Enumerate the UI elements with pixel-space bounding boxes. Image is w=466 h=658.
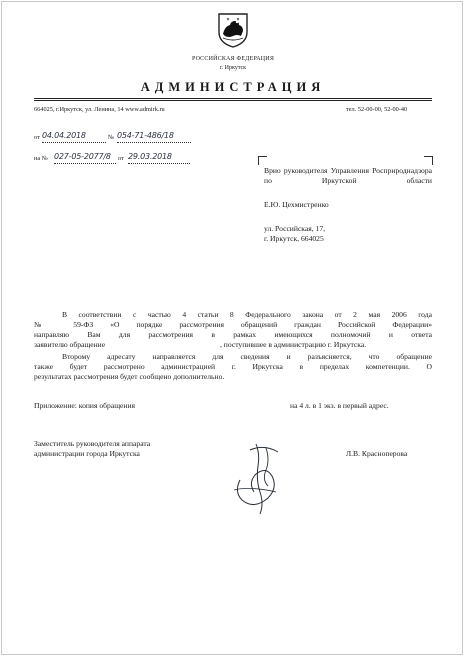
- body-line: заявителю обращение: [34, 340, 106, 349]
- recipient-bracket-right: [424, 156, 433, 165]
- recipient-position: Врио руководителя Управления Росприроднадзора по Иркутской области: [264, 166, 432, 185]
- attachment-pages: на 4 л. в 1 экз. в первый адрес.: [290, 401, 389, 410]
- signer-position-line2: администрации города Иркутска: [34, 449, 140, 458]
- outgoing-date-underline: [42, 142, 106, 143]
- handwritten-signature: [220, 440, 300, 516]
- incoming-date-underline: [128, 163, 190, 164]
- outgoing-date-label: от: [34, 134, 40, 141]
- administration-title: АДМИНИСТРАЦИЯ: [140, 80, 326, 94]
- incoming-number: 027-05-2077/8: [54, 152, 111, 161]
- body-line: № 59-ФЗ «О порядке рассмотрения обращений граждан Российской Федерации»: [34, 320, 432, 329]
- body-line: Второму адресату направляется для сведения и разъясняется, что обращение: [62, 352, 432, 361]
- attachment-label: Приложение: копия обращения: [34, 401, 136, 410]
- body-line: также будет рассмотрено администрацией г. Иркутска в пределах компетенции. О: [34, 362, 432, 371]
- body-line: В соответствии с частью 4 статьи 8 Федерального закона от 2 мая 2006 года: [62, 310, 432, 319]
- incoming-date-label: от: [118, 155, 124, 162]
- header-rule-top: [34, 98, 432, 99]
- city-heading: г. Иркутск: [219, 65, 247, 71]
- recipient-bracket-left: [258, 156, 267, 165]
- body-line: направляю Вам для рассмотрения в рамках имеющихся полномочий и ответа: [34, 330, 432, 339]
- incoming-number-label: на №: [34, 155, 48, 162]
- body-line: результатах рассмотрения будет сообщено дополнительно.: [34, 372, 225, 381]
- outgoing-number-label: №: [108, 134, 115, 141]
- federation-heading: РОССИЙСКАЯ ФЕДЕРАЦИЯ: [191, 56, 275, 62]
- incoming-date: 29.03.2018: [128, 152, 172, 161]
- recipient-street: ул. Российская, 17,: [264, 224, 326, 233]
- body-line: , поступившее в администрацию г. Иркутска.: [220, 340, 367, 349]
- recipient-name: Е.Ю. Цехмистренко: [264, 200, 329, 209]
- outgoing-number: 054-71-486/18: [117, 131, 174, 140]
- outgoing-date: 04.04.2018: [42, 131, 86, 140]
- coat-of-arms-emblem: [217, 12, 249, 48]
- incoming-number-underline: [54, 163, 116, 164]
- signer-position-line1: Заместитель руководителя аппарата: [34, 439, 151, 448]
- recipient-city: г. Иркутск, 664025: [264, 234, 324, 243]
- office-phone: тел. 52-00-00, 52-00-40: [346, 106, 408, 113]
- office-address: 664025, г.Иркутск, ул. Ленина, 14 www.admirk.ru: [34, 106, 165, 113]
- outgoing-number-underline: [117, 142, 191, 143]
- header-rule-bottom: [34, 100, 432, 101]
- signer-name: Л.В. Красноперова: [346, 449, 408, 458]
